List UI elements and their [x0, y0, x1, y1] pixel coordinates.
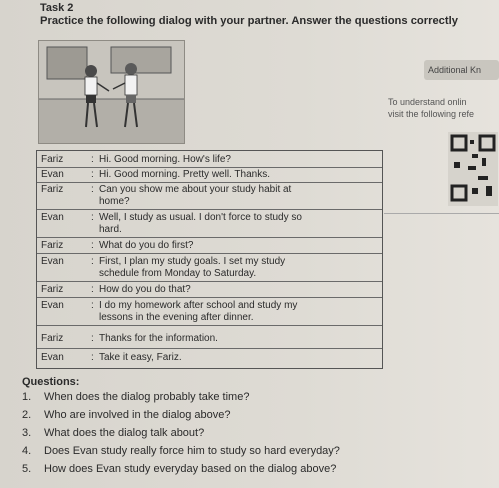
sidebar-heading: Additional Kn [428, 65, 482, 75]
dialog-line: What do you do first? [99, 240, 194, 251]
speaker-colon: : [91, 184, 94, 195]
dialog-line: lessons in the evening after dinner. [99, 312, 254, 323]
speaker-name: Fariz [41, 184, 64, 195]
speaker-colon: : [91, 154, 94, 165]
row-divider [37, 253, 382, 254]
dialog-line: I do my homework after school and study my [99, 300, 298, 311]
dialog-line: schedule from Monday to Saturday. [99, 268, 257, 279]
question-item [22, 391, 249, 403]
question-number: 4. [22, 445, 32, 457]
row-divider [37, 209, 382, 210]
speaker-name: Evan [41, 169, 64, 180]
sidebar-line-2: visit the following refe [388, 109, 475, 119]
dialog-line: hard. [99, 224, 122, 235]
dialog-line: Hi. Good morning. How's life? [99, 154, 231, 165]
row-divider [37, 182, 382, 183]
speaker-name: Fariz [41, 154, 64, 165]
task-instruction: Practice the following dialog with your partner. Answer the questions correctly [40, 15, 458, 27]
question-text: When does the dialog probably take time? [44, 391, 250, 403]
task-label: Task 2 [40, 2, 74, 14]
students-illustration [38, 40, 185, 144]
dialog-box [36, 150, 383, 369]
questions-title: Questions: [22, 376, 80, 388]
question-item [22, 445, 340, 457]
speaker-colon: : [91, 240, 94, 251]
question-number: 2. [22, 409, 32, 421]
row-divider [37, 167, 382, 168]
sidebar-line-1: To understand onlin [388, 97, 467, 107]
speaker-colon: : [91, 284, 94, 295]
question-number: 3. [22, 427, 32, 439]
speaker-name: Evan [41, 212, 64, 223]
question-item [22, 427, 204, 439]
speaker-colon: : [91, 352, 94, 363]
row-divider [37, 348, 382, 349]
row-divider [37, 281, 382, 282]
question-text: Who are involved in the dialog above? [44, 409, 231, 421]
speaker-name: Fariz [41, 240, 64, 251]
dialog-line: First, I plan my study goals. I set my study [99, 256, 286, 267]
question-text: How does Evan study everyday based on the dialog above? [44, 463, 337, 475]
question-number: 1. [22, 391, 32, 403]
speaker-name: Evan [41, 256, 64, 267]
question-text: Does Evan study really force him to study so hard everyday? [44, 445, 340, 457]
sidebar-divider [384, 213, 499, 214]
question-text: What does the dialog talk about? [44, 427, 205, 439]
dialog-line: Hi. Good morning. Pretty well. Thanks. [99, 169, 270, 180]
speaker-name: Evan [41, 352, 64, 363]
speaker-colon: : [91, 300, 94, 311]
question-item [22, 409, 231, 421]
speaker-colon: : [91, 212, 94, 223]
dialog-line: Take it easy, Fariz. [99, 352, 182, 363]
dialog-line: Thanks for the information. [99, 333, 218, 344]
dialog-line: Can you show me about your study habit at [99, 184, 292, 195]
row-divider [37, 297, 382, 298]
dialog-line: Well, I study as usual. I don't force to study so [99, 212, 302, 223]
speaker-name: Fariz [41, 333, 64, 344]
dialog-line: home? [99, 196, 130, 207]
qr-code-icon [448, 132, 498, 206]
speaker-name: Fariz [41, 284, 64, 295]
speaker-name: Evan [41, 300, 64, 311]
dialog-line: How do you do that? [99, 284, 191, 295]
row-divider [37, 237, 382, 238]
speaker-colon: : [91, 333, 94, 344]
row-divider [37, 325, 382, 326]
question-item [22, 463, 336, 475]
speaker-colon: : [91, 256, 94, 267]
speaker-colon: : [91, 169, 94, 180]
question-number: 5. [22, 463, 32, 475]
